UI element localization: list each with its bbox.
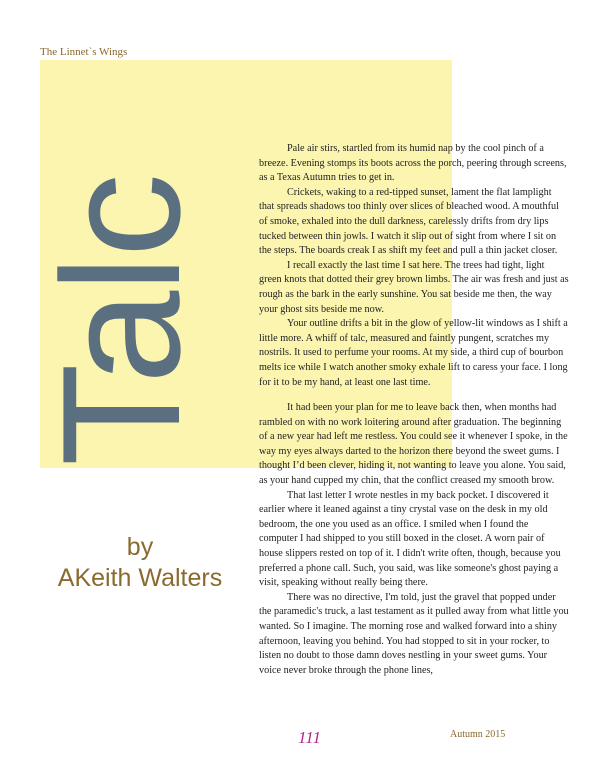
paragraph: Pale air stirs, startled from its humid nap by the cool pinch of a breeze. Evening stomps its boots across the porch, peering through screens, as a Texas Autumn tries to get in.: [259, 143, 567, 184]
page-number: 111: [298, 728, 321, 747]
article-body: [259, 142, 569, 678]
byline-by: by: [126, 533, 154, 561]
paragraph: It had been your plan for me to leave back then, when months had rambled on with no work loitering around after graduation. The beginning of a new year had left me restless. You could see it whenever I spoke, in the way my eyes always darted to the horizon there beyond the sweet gums. I thought I’d been clever, hiding it, not wanting to leave you alone. You said, as your hand cupped my chin, that the conflict creased my smooth brow.: [259, 402, 568, 487]
magazine-name: The Linnet`s Wings: [40, 46, 128, 58]
paragraph: There was no directive, I'm told, just the gravel that popped under the paramedic's truck, a last testament as it pulled away from what little you wanted. So I imagine. The morning rose and walked forward into a shiny afternoon, leaving you behind. You had stopped to sit in your rocker, to listen no doubt to those damn doves nestling in your sweet gums. Your voice never broke through the phone lines,: [259, 591, 569, 676]
paragraph: Your outline drifts a bit in the glow of yellow-lit windows as I shift a little more. A whiff of talc, measured and faintly pungent, scratches my nostrils. It used to perfume your rooms. At my side, a third cup of bourbon melts ice while I watch another smoky exhale lift to caress your face. I long for it to be my hand, at least one last time.: [259, 318, 568, 388]
title-container: [27, 66, 215, 466]
paragraph: That last letter I wrote nestles in my back pocket. I discovered it earlier where it leaned against a tiny crystal vase on the desk in my old bedroom, the one you used as an office. I smiled when I found the computer I had shipped to you still boxed in the closet. A worn pair of house slippers rested on top of it. I didn't write often, though, because you preferred a phone call. Such, you said, was like someone's ghost paying a visit, speaking without really being there.: [259, 489, 561, 589]
byline: [30, 532, 250, 594]
issue-season: Autumn 2015: [450, 729, 506, 740]
article-title: Talc: [27, 175, 215, 466]
paragraph: I recall exactly the last time I sat here. The trees had tight, light green knots that dotted their grey brown limbs. The air was fresh and just as rough as the bark in the early sunshine. You sat beside me then, the way your ghost sits beside me now.: [259, 259, 569, 315]
byline-author: AKeith Walters: [57, 564, 223, 592]
paragraph: Crickets, waking to a red-tipped sunset, lament the flat lamplight that spreads shadows too thinly over slices of bleached wood. A mouthful of smoke, exhaled into the dull darkness, carelessly drifts from dry lips tucked between thin jowls. I watch it slip out of sight from where I sit on the steps. The boards creak I as shift my feet and pull a thin jacket closer.: [259, 186, 559, 257]
